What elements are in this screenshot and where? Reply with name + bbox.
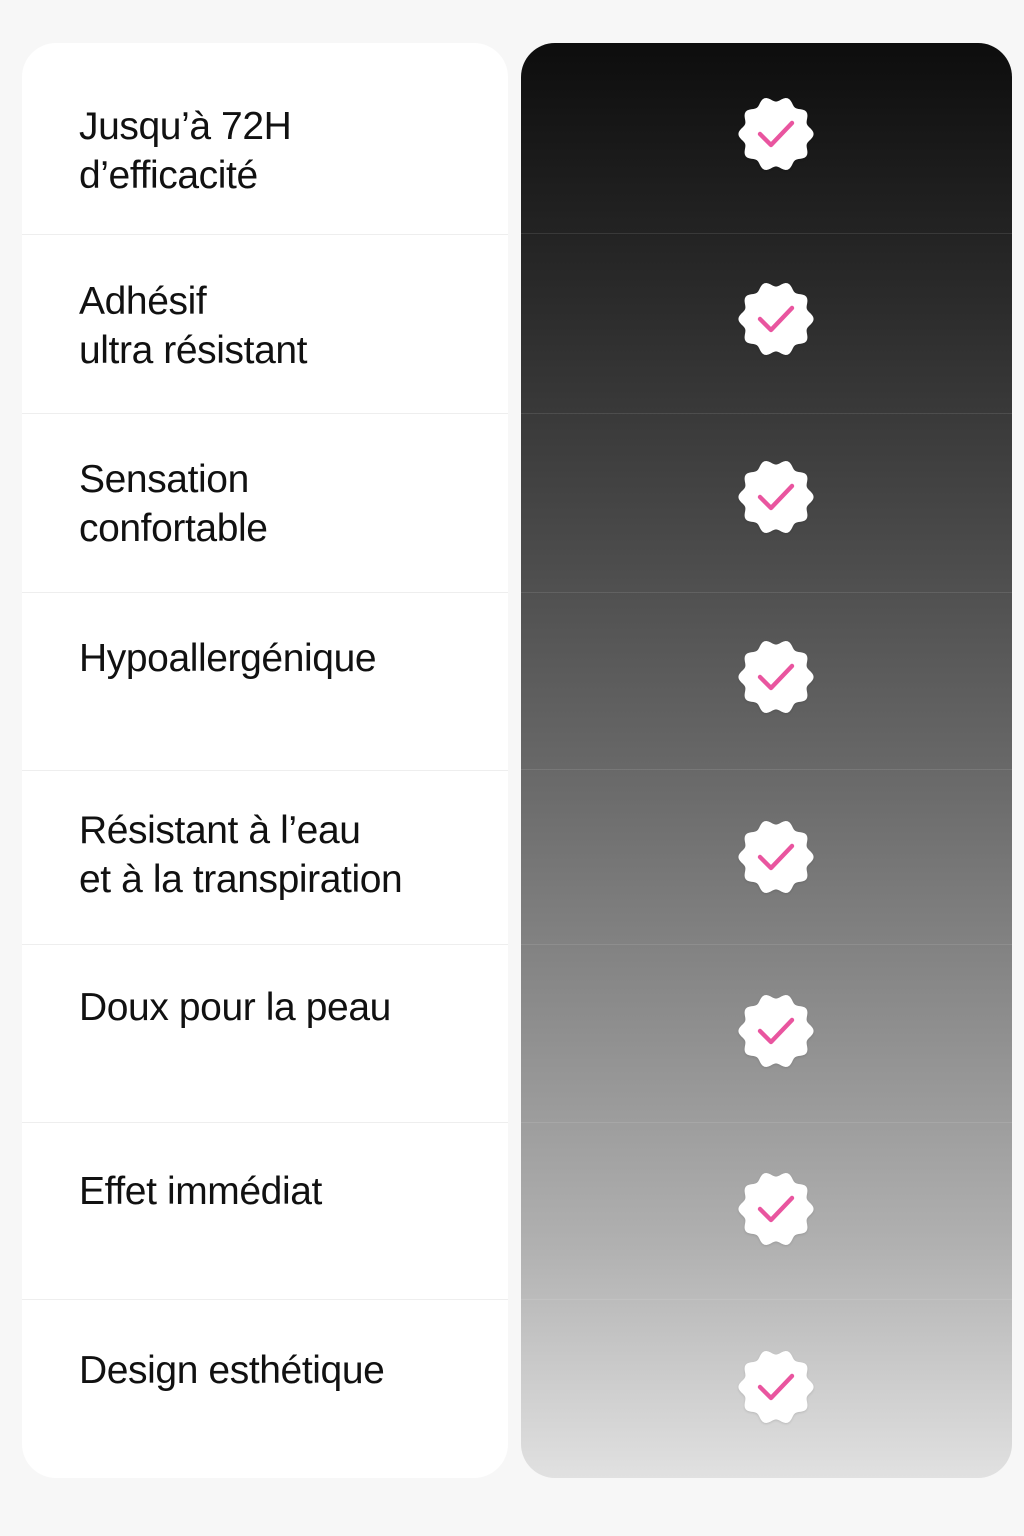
feature-row <box>22 945 508 1123</box>
check-row <box>521 414 1012 593</box>
feature-label <box>79 806 402 904</box>
product-check-column <box>521 43 1012 1478</box>
check-row <box>521 1123 1012 1300</box>
feature-row <box>22 43 508 235</box>
feature-label-line: Hypoallergénique <box>79 637 377 680</box>
check-badge-icon <box>737 1170 815 1248</box>
feature-label <box>79 455 268 553</box>
feature-label-line: Doux pour la peau <box>79 986 391 1029</box>
feature-label-line: confortable <box>79 507 268 550</box>
feature-label <box>79 102 291 200</box>
check-badge-icon <box>737 992 815 1070</box>
feature-label <box>79 1346 384 1395</box>
features-list-panel <box>22 43 508 1478</box>
check-badge-icon <box>737 638 815 716</box>
feature-label-line: et à la transpiration <box>79 858 403 901</box>
feature-label-line: Jusqu’à 72H <box>79 105 292 148</box>
check-badge-icon <box>737 95 815 173</box>
feature-row <box>22 593 508 771</box>
check-row <box>521 945 1012 1123</box>
feature-row <box>22 771 508 945</box>
feature-row <box>22 1123 508 1300</box>
feature-label-line: Sensation <box>79 458 249 501</box>
check-badge-icon <box>737 818 815 896</box>
feature-row <box>22 414 508 593</box>
feature-label-line: Adhésif <box>79 280 207 323</box>
check-row <box>521 1300 1012 1478</box>
check-badge-icon <box>737 458 815 536</box>
feature-label-line: ultra résistant <box>79 329 308 372</box>
feature-label-line: d’efficacité <box>79 154 258 197</box>
feature-label <box>79 1167 322 1216</box>
feature-label <box>79 983 391 1032</box>
feature-label-line: Résistant à l’eau <box>79 809 361 852</box>
check-row <box>521 43 1012 234</box>
feature-label-line: Design esthétique <box>79 1349 385 1392</box>
check-row <box>521 593 1012 770</box>
feature-label <box>79 277 307 375</box>
check-row <box>521 234 1012 414</box>
check-badge-icon <box>737 1348 815 1426</box>
check-badge-icon <box>737 280 815 358</box>
feature-label-line: Effet immédiat <box>79 1170 322 1213</box>
feature-row <box>22 1300 508 1478</box>
check-row <box>521 770 1012 945</box>
feature-row <box>22 235 508 414</box>
feature-label <box>79 634 376 683</box>
